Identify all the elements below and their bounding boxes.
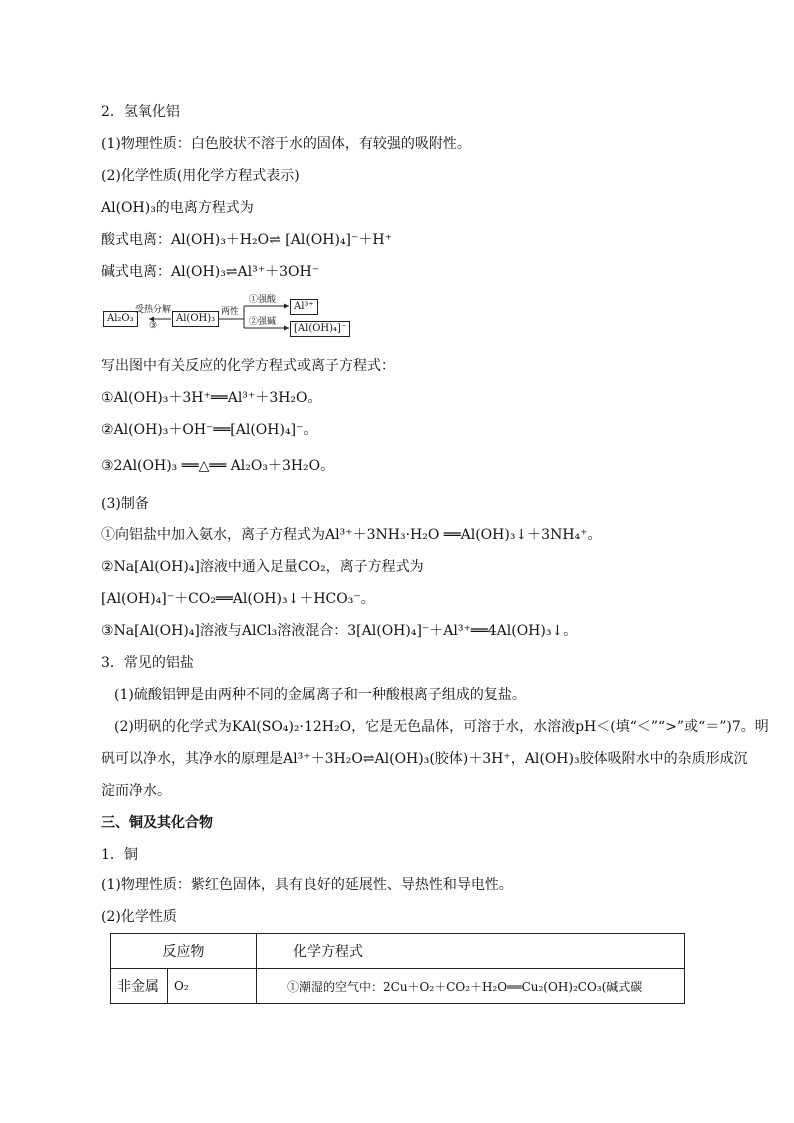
preparation-2-line: ②Na[Al(OH)₄]溶液中通入足量CO₂，离子方程式为: [101, 559, 424, 575]
physical-properties-line: (1)物理性质：白色胶状不溶于水的固体，有较强的吸附性。: [101, 136, 471, 152]
heading-copper: 1．铜: [101, 847, 138, 863]
preparation-heading: (3)制备: [101, 496, 149, 512]
al-ion-box: Al³⁺: [290, 299, 318, 315]
base-ionization-line: 碱式电离：Al(OH)₃⇌Al³⁺＋3OH⁻: [101, 264, 320, 280]
row1-reactant: O₂: [168, 969, 257, 1004]
equation-1-line: ①Al(OH)₃＋3H⁺══Al³⁺＋3H₂O。: [101, 390, 322, 406]
row1-equation: ①潮湿的空气中：2Cu＋O₂＋CO₂＋H₂O══Cu₂(OH)₂CO₃(碱式碳: [257, 969, 685, 1004]
row1-category: 非金属: [111, 969, 168, 1004]
alum-formula-line: (2)明矾的化学式为KAl(SO₄)₂·12H₂O，它是无色晶体，可溶于水，水溶液pH＜(填“＜”“>”或“＝”)7。明: [114, 719, 769, 735]
table-header-row: [111, 934, 685, 969]
table-row: [111, 969, 685, 1004]
strong-acid-label: ①强酸: [249, 295, 277, 305]
conversion-diagram: [103, 297, 363, 337]
equation-2-line: ②Al(OH)₃＋OH⁻══[Al(OH)₄]⁻。: [101, 422, 318, 438]
alum-purification-line: 矾可以净水，其净水的原理是Al³⁺＋3H₂O⇌Al(OH)₃(胶体)＋3H⁺，Al(OH)₃胶体吸附水中的杂质形成沉: [101, 751, 748, 767]
decompose-label: 受热分解: [135, 305, 172, 315]
strong-base-label: ②强碱: [249, 317, 277, 327]
header-equation: 化学方程式: [257, 934, 685, 969]
chemical-properties-line: (2)化学性质(用化学方程式表示): [101, 168, 300, 184]
heading-copper-compounds: 三、铜及其化合物: [101, 815, 213, 831]
heading-aluminum-salts: 3．常见的铝盐: [101, 655, 194, 671]
step3-label: ③: [149, 321, 158, 331]
tetrahydroxoaluminate-box: [Al(OH)₄]⁻: [290, 321, 350, 337]
arrow-top-head: [284, 304, 289, 309]
copper-physical-line: (1)物理性质：紫红色固体，具有良好的延展性、导热性和导电性。: [101, 877, 513, 893]
copper-chemical-line: (2)化学性质: [101, 909, 177, 925]
preparation-2-equation: [Al(OH)₄]⁻＋CO₂══Al(OH)₃↓＋HCO₃⁻。: [101, 591, 375, 607]
hydroxide-box: Al(OH)₃: [172, 311, 219, 327]
alumina-box: Al₂O₃: [103, 311, 138, 327]
potassium-alum-line: (1)硫酸铝钾是由两种不同的金属离子和一种酸根离子组成的复盐。: [114, 687, 526, 703]
preparation-3-line: ③Na[Al(OH)₄]溶液与AlCl₃溶液混合：3[Al(OH)₄]⁻＋Al³⁺══4Al(OH)₃↓。: [101, 623, 578, 639]
acid-ionization-line: 酸式电离：Al(OH)₃＋H₂O⇌ [Al(OH)₄]⁻＋H⁺: [101, 232, 393, 248]
arrow-bottom-head: [284, 326, 289, 331]
amphoteric-label: 两性: [221, 307, 240, 317]
reactions-table: [110, 933, 685, 1004]
diagram-question-line: 写出图中有关反应的化学方程式或离子方程式：: [101, 358, 395, 374]
header-reactant: 反应物: [111, 934, 257, 969]
ionization-intro-line: Al(OH)₃的电离方程式为: [101, 200, 254, 216]
alum-purification-end: 淀而净水。: [101, 783, 171, 799]
heading-aluminum-hydroxide: 2．氢氧化铝: [101, 104, 180, 120]
equation-3-line: ③2Al(OH)₃ ══△══ Al₂O₃＋3H₂O。: [101, 458, 335, 474]
preparation-1-line: ①向铝盐中加入氨水，离子方程式为Al³⁺＋3NH₃·H₂O ══Al(OH)₃↓＋3NH₄⁺。: [101, 527, 602, 543]
